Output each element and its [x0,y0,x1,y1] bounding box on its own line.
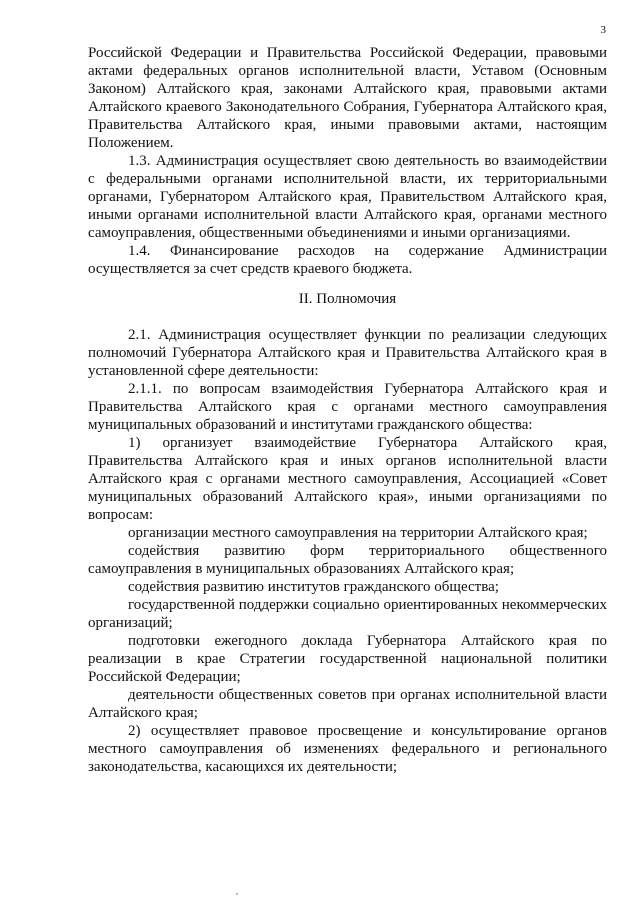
paragraph-1-4: 1.4. Финансирование расходов на содержание Администрации осуществляется за счет средств краевого бюджета. [88,243,607,277]
list-item-2: 2) осуществляет правовое просвещение и консультирование органов местного самоуправления об изменениях федерального и регионального законодательства, касающихся их деятельности; [88,723,607,775]
page-number: 3 [600,24,606,36]
list-item-1: 1) организует взаимодействие Губернатора Алтайского края, Правительства Алтайского края и иных органов исполнительной власти Алтайского края с органами местного самоуправления, Ассоциацией «Совет муниципальных образований Алтайского края», иными организациями по вопросам: [88,435,607,523]
section-heading: II. Полномочия [298,291,397,307]
list-subitem: деятельности общественных советов при органах исполнительной власти Алтайского края; [88,687,607,721]
scan-speck [236,893,238,895]
paragraph-2-1-1: 2.1.1. по вопросам взаимодействия Губернатора Алтайского края и Правительства Алтайского края с органами местного самоуправления муниципальных образований и институтами гражданского общества: [88,381,607,433]
paragraph-1-3: 1.3. Администрация осуществляет свою деятельность во взаимодействии с федеральными органами исполнительной власти, их территориальными органами, Губернатором Алтайского края, Правительством Алтайского края, иными органами исполнительной власти Алтайского края, органами местного самоуправления, общественными объединениями и иными организациями. [88,153,607,241]
paragraph-2-1: 2.1. Администрация осуществляет функции по реализации следующих полномочий Губернатора Алтайского края и Правительства Алтайского края в установленной сфере деятельности: [88,327,607,379]
list-subitem: подготовки ежегодного доклада Губернатора Алтайского края по реализации в крае Стратегии государственной национальной политики Российской Федерации; [88,633,607,685]
list-subitem: государственной поддержки социально ориентированных некоммерческих организаций; [88,597,607,631]
list-subitem: содействия развитию форм территориального общественного самоуправления в муниципальных образованиях Алтайского края; [88,543,607,577]
list-subitem: организации местного самоуправления на территории Алтайского края; [128,525,588,541]
document-body [88,44,607,776]
list-subitem: содействия развитию институтов гражданского общества; [128,579,499,595]
paragraph-continuation: Российской Федерации и Правительства Российской Федерации, правовыми актами федеральных органов исполнительной власти, Уставом (Основным Законом) Алтайского края, законами Алтайского края, правовыми актами Алтайского краевого Законодательного Собрания, Губернатора Алтайского края, Правительства Алтайского края, иными правовыми актами, настоящим Положением. [88,45,607,151]
